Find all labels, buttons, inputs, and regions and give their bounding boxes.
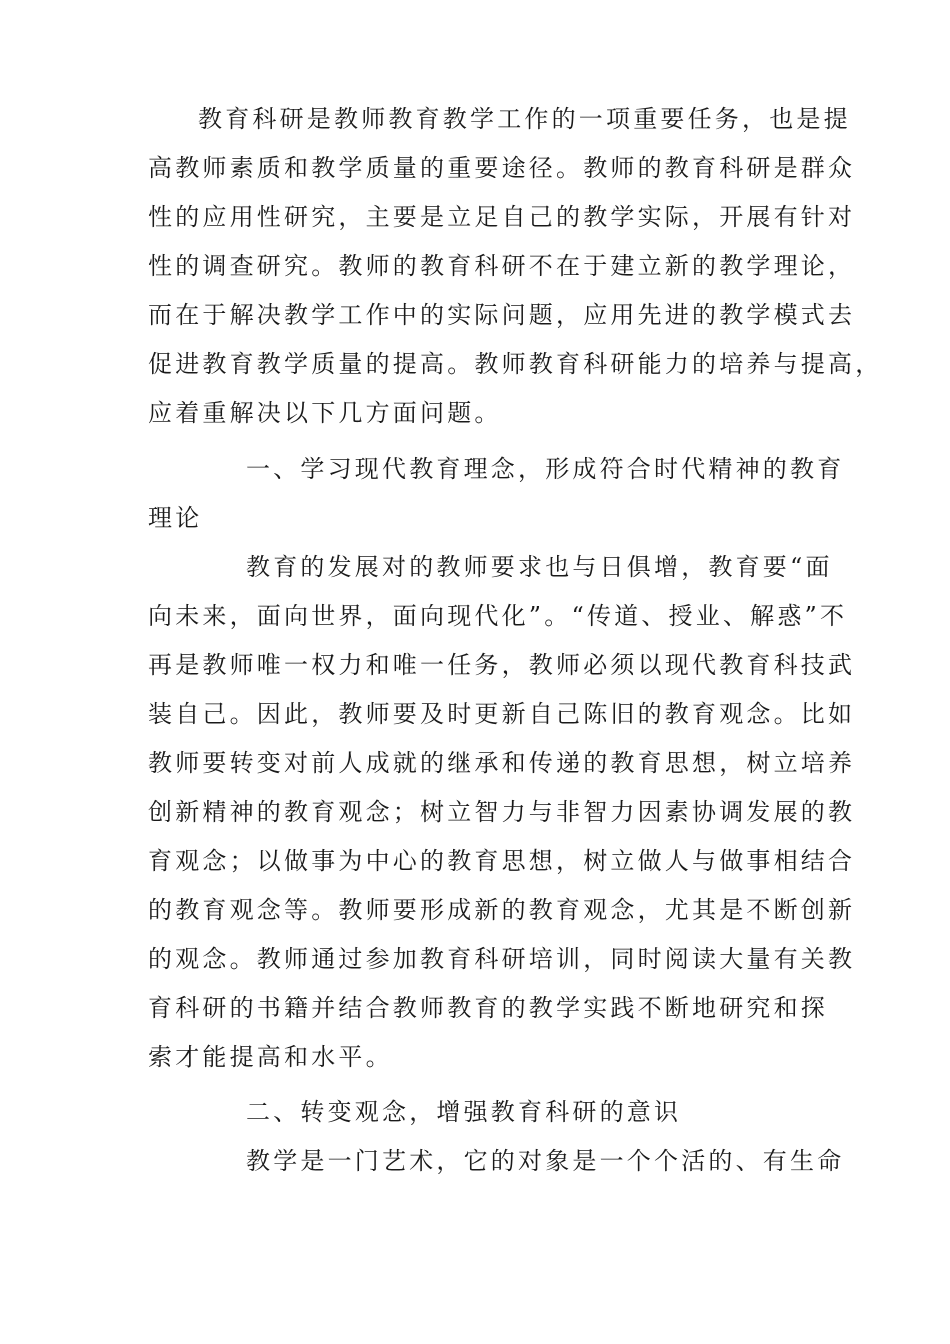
section-heading: 二、转变观念，增强教育科研的意识 bbox=[246, 1098, 682, 1126]
paragraph-line: 性的应用性研究，主要是立足自己的教学实际，开展有针对 bbox=[148, 203, 856, 231]
paragraph-line: 创新精神的教育观念；树立智力与非智力因素协调发展的教 bbox=[148, 798, 856, 826]
paragraph-line: 的教育观念等。教师要形成新的教育观念，尤其是不断创新 bbox=[148, 896, 856, 924]
paragraph-line: 性的调查研究。教师的教育科研不在于建立新的教学理论， bbox=[148, 252, 856, 280]
paragraph-line: 向未来，面向世界，面向现代化”。“传道、授业、解惑”不 bbox=[148, 602, 848, 630]
paragraph-line: 再是教师唯一权力和唯一任务，教师必须以现代教育科技武 bbox=[148, 651, 856, 679]
paragraph-line: 的观念。教师通过参加教育科研培训，同时阅读大量有关教 bbox=[148, 945, 856, 973]
paragraph-line: 而在于解决教学工作中的实际问题，应用先进的教学模式去 bbox=[148, 301, 856, 329]
paragraph-line: 应着重解决以下几方面问题。 bbox=[148, 399, 502, 427]
paragraph-line: 教育的发展对的教师要求也与日俱增，教育要“面 bbox=[246, 553, 833, 581]
paragraph-line: 高教师素质和教学质量的重要途径。教师的教育科研是群众 bbox=[148, 154, 856, 182]
paragraph-line: 教师要转变对前人成就的继承和传递的教育思想，树立培养 bbox=[148, 749, 856, 777]
paragraph-line: 装自己。因此，教师要及时更新自己陈旧的教育观念。比如 bbox=[148, 700, 856, 728]
paragraph-line: 育观念；以做事为中心的教育思想，树立做人与做事相结合 bbox=[148, 847, 856, 875]
section-heading: 一、学习现代教育理念，形成符合时代精神的教育 bbox=[246, 455, 845, 483]
paragraph-line: 索才能提高和水平。 bbox=[148, 1043, 393, 1071]
paragraph-line: 教学是一门艺术，它的对象是一个个活的、有生命 bbox=[246, 1147, 845, 1175]
paragraph-line: 育科研的书籍并结合教师教育的教学实践不断地研究和探 bbox=[148, 994, 828, 1022]
paragraph-line: 教育科研是教师教育教学工作的一项重要任务，也是提 bbox=[198, 105, 851, 133]
paragraph-line: 促进教育教学质量的提高。教师教育科研能力的培养与提高， bbox=[148, 350, 883, 378]
section-heading-continuation: 理论 bbox=[148, 504, 203, 532]
